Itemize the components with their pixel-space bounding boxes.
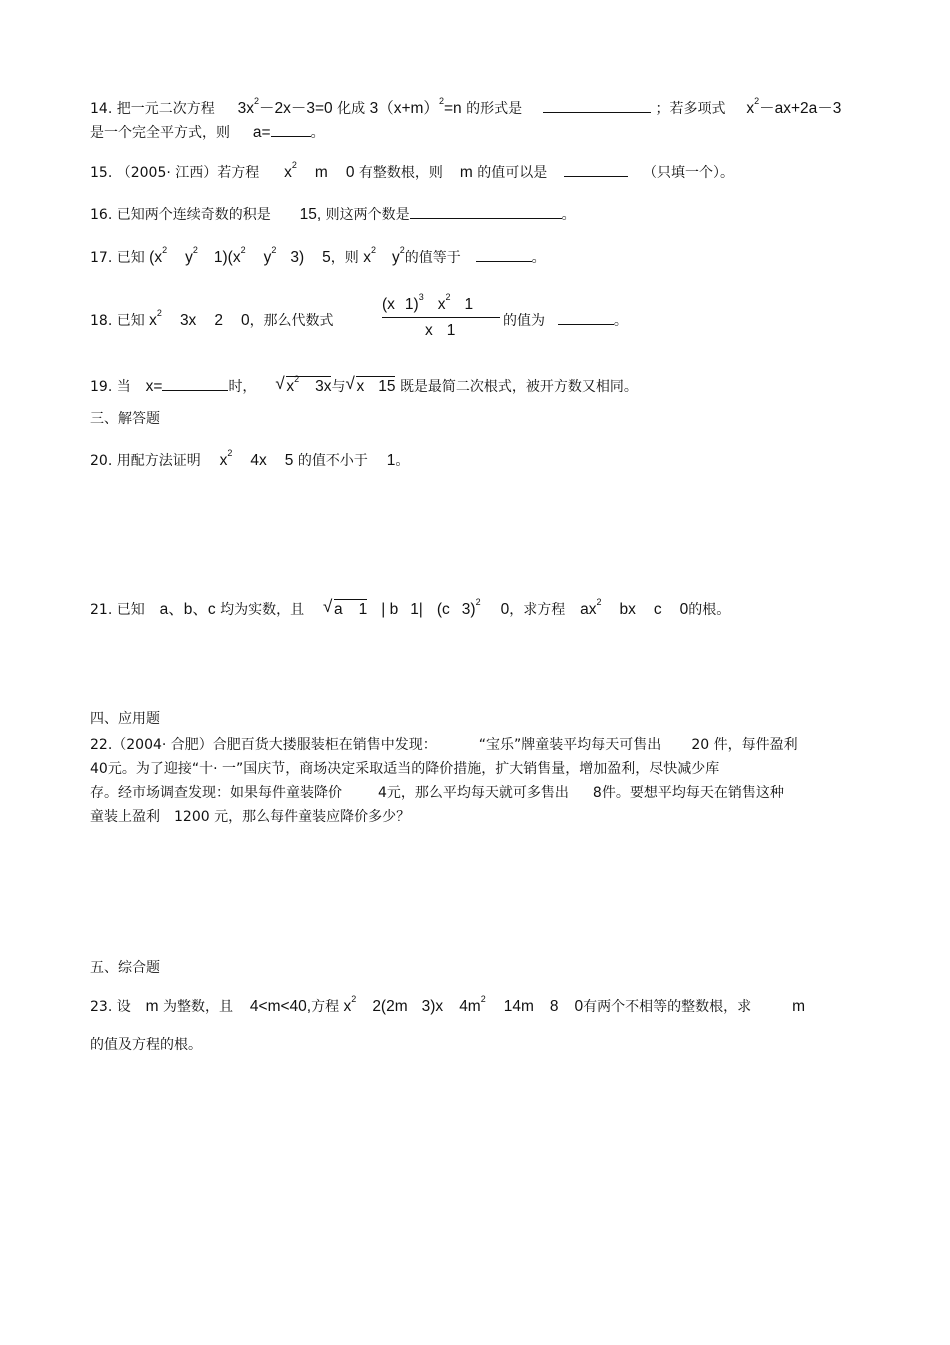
question-22-line-2: 40元。为了迎接“十· 一”国庆节，商场决定采取适当的降价措施，扩大销售量，增加盈利，尽快减少库 (90, 761, 720, 777)
q18-answer-blank[interactable] (558, 310, 614, 325)
q23-number: 23. (90, 999, 113, 1015)
q20-value: 1 (386, 452, 396, 469)
q17-text: ，则 (330, 250, 359, 266)
q18-text: 的值为 (503, 313, 545, 329)
q22-text: 22.（2004· 合肥）合肥百货大搂服装柜在销售中发现： (90, 737, 437, 753)
q23-m: m (145, 998, 159, 1015)
q23-text: 方程 (311, 999, 340, 1015)
q22-text: “宝乐”牌童装平均每天可售出 (478, 737, 662, 753)
question-18 (90, 310, 334, 330)
q16-answer-blank[interactable] (410, 204, 562, 219)
q14-equation: $3(x+m)^2=n$ (369, 96, 462, 117)
q14-end: 。 (310, 125, 325, 141)
q15-text: 有整数根，则 (358, 165, 443, 181)
q22-text: 20 件，每件盈利 (691, 737, 798, 753)
q15-number: 15. (90, 165, 113, 181)
q19-text: 当 (116, 379, 131, 395)
question-23-line-2: 的值及方程的根。 (90, 1037, 202, 1053)
q21-variables: a、b、c (159, 601, 216, 618)
q18-fraction-numerator: (x 1)$^3$ $x^2$ 1 (382, 292, 474, 313)
section-4-heading: 四、应用题 (90, 711, 160, 727)
q17-text: 的值等于 (404, 250, 461, 266)
q16-product: 15, (299, 206, 322, 223)
q18-fraction-bar (382, 317, 500, 318)
question-22-line-1 (90, 734, 798, 754)
question-16 (90, 204, 576, 224)
q19-text: 既是最简二次根式，被开方数又相同。 (399, 379, 638, 395)
q14-text: 是一个完全平方式，则 (90, 125, 230, 141)
q18-text: 已知 (116, 313, 145, 329)
q20-expression: $x^2$ 4x 5 (219, 448, 294, 469)
q21-condition: √ a 1 | b 1| (c 3)$^2$ 0 (322, 597, 510, 618)
section-3-heading: 三、解答题 (90, 411, 160, 427)
q14-text: ；若多项式 (655, 101, 726, 117)
q14-answer-blank-2[interactable] (271, 122, 311, 137)
question-22-line-4 (90, 806, 410, 826)
q16-text: 则这两个数是 (325, 207, 410, 223)
q19-radical-2: √ x 15 (345, 374, 396, 395)
question-20 (90, 450, 409, 470)
q17-end: 。 (531, 250, 546, 266)
q21-number: 21. (90, 602, 113, 618)
q20-text: 的值不小于 (297, 453, 368, 469)
q21-equation: $ax^2$ bx c 0 (580, 597, 689, 618)
q20-text: 用配方法证明 (116, 453, 201, 469)
q23-text: 有两个不相等的整数根，求 (583, 999, 752, 1015)
q21-text: 的根。 (688, 602, 731, 618)
question-19 (90, 376, 638, 396)
q22-text: 存。经市场调查发现：如果每件童装降价 (90, 785, 342, 801)
q17-equation: ($x^2$ $y^2$ $1)(x^2$ $y^2$ 3) 5 (149, 245, 331, 266)
q22-text: 1200 元，那么每件童装应降价多少？ (174, 809, 411, 825)
q16-number: 16. (90, 207, 113, 223)
q22-text: 8件。要想平均每天在销售这种 (592, 785, 784, 801)
q14-equation: $3x^2-2x-3=0$ (237, 96, 333, 117)
q21-text: ，求方程 (509, 602, 566, 618)
q16-text: 已知两个连续奇数的积是 (116, 207, 271, 223)
q14-text: 把一元二次方程 (116, 101, 215, 117)
question-17 (90, 247, 546, 267)
q18-fraction-denominator: x 1 (425, 322, 456, 339)
q23-text: 设 (116, 999, 131, 1015)
q21-text: 已知 (116, 602, 145, 618)
q19-answer-blank[interactable] (162, 376, 228, 391)
q18-equation: $x^2$ 3x 2 0 (149, 308, 250, 329)
q14-polynomial: $x^2-ax+2a-3$ (746, 96, 842, 117)
q17-number: 17. (90, 250, 113, 266)
q18-end: 。 (613, 313, 628, 329)
q14-text: 的形式是 (466, 101, 523, 117)
q18-number: 18. (90, 313, 113, 329)
question-23-line-1 (90, 996, 805, 1016)
q18-fraction (382, 292, 500, 344)
q19-radical-1: √ $x^2$ 3x (275, 374, 332, 395)
q21-text: 均为实数，且 (220, 602, 305, 618)
q14-a-label: a= (252, 124, 271, 141)
q15-text: （只填一个）。 (643, 165, 735, 181)
question-21 (90, 597, 730, 619)
q23-equation: $x^2$ 2(2m 3)x $4m^2$ 14m 8 0 (343, 994, 584, 1015)
q19-text: 时， (228, 379, 257, 395)
q23-range: 4<m<40, (249, 998, 312, 1015)
q19-x-label: x= (145, 378, 163, 395)
question-22-line-3 (90, 782, 784, 802)
q22-text: 童装上盈利 (90, 809, 160, 825)
q16-end: 。 (561, 207, 576, 223)
q14-number: 14. (90, 101, 113, 117)
q23-text: 为整数，且 (163, 999, 233, 1015)
q14-text: 化成 (337, 101, 366, 117)
section-5-heading: 五、综合题 (90, 960, 160, 976)
q15-equation: $x^2$ m 0 (284, 160, 355, 181)
q23-m: m (792, 998, 805, 1015)
q22-text: 4元，那么平均每天就可多售出 (378, 785, 569, 801)
q15-answer-blank[interactable] (564, 162, 628, 177)
question-15 (90, 162, 734, 182)
question-14-line-2 (90, 122, 325, 142)
q14-answer-blank-1[interactable] (543, 98, 651, 113)
q20-end: 。 (395, 453, 410, 469)
question-14-line-1 (90, 96, 841, 118)
q15-text: （2005· 江西）若方程 (116, 165, 260, 181)
q18-text: ，那么代数式 (249, 313, 334, 329)
q19-number: 19. (90, 379, 113, 395)
q15-m: m (459, 164, 473, 181)
q19-text: 与 (331, 379, 346, 395)
q20-number: 20. (90, 453, 113, 469)
q17-answer-blank[interactable] (476, 247, 532, 262)
q18-tail (503, 310, 628, 330)
q15-text: 的值可以是 (477, 165, 548, 181)
q17-text: 已知 (116, 250, 145, 266)
q17-expression: $x^2$ $y^2$ (363, 245, 405, 266)
